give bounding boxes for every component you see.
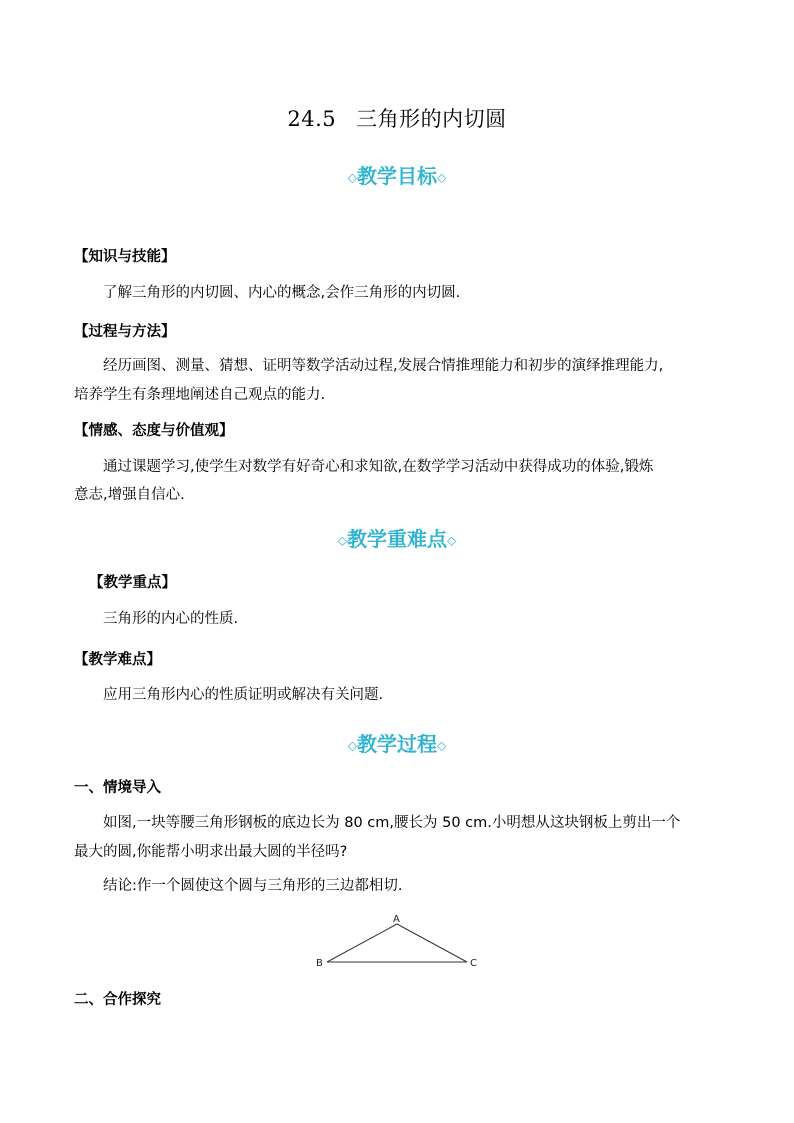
heading-emotion: 【情感、态度与价值观】 [74,423,234,439]
triangle-abc [327,924,467,962]
section-heading-keypoints [0,523,794,552]
heading-difficulty: 【教学难点】 [74,652,161,668]
page-title [0,103,794,133]
diamond-icon: ◇ [447,533,457,548]
diamond-icon: ◇ [437,738,447,753]
triangle-figure [310,908,485,973]
title-number: 24.5 [287,107,337,131]
vertex-label-b: B [316,958,323,969]
section-heading-goals [0,160,794,189]
heading-scenario: 一、情境导入 [74,780,161,796]
paragraph-difficulty: 应用三角形内心的性质证明或解决有关问题. [103,687,384,703]
section-goals-label: 教学目标 [357,164,437,188]
heading-cooperation: 二、合作探究 [74,992,161,1008]
paragraph-process-method-line2: 培养学生有条理地阐述自己观点的能力. [74,387,326,403]
paragraph-scenario-line1: 如图,一块等腰三角形钢板的底边长为 80 cm,腰长为 50 cm.小明想从这块钢板上剪出一个 [103,815,681,831]
section-keypoints-label: 教学重难点 [347,527,447,551]
paragraph-process-method-line1: 经历画图、测量、猜想、证明等数学活动过程,发展合情推理能力和初步的演绎推理能力, [103,358,664,374]
section-heading-process [0,728,794,757]
heading-key-point: 【教学重点】 [89,575,176,591]
section-process-label: 教学过程 [357,732,437,756]
paragraph-emotion-line2: 意志,增强自信心. [74,487,185,503]
heading-knowledge: 【知识与技能】 [74,249,176,265]
title-text: 三角形的内切圆 [356,107,507,131]
vertex-label-c: C [470,958,477,969]
paragraph-knowledge: 了解三角形的内切圆、内心的概念,会作三角形的内切圆. [103,285,461,301]
paragraph-emotion-line1: 通过课题学习,使学生对数学有好奇心和求知欲,在数学学习活动中获得成功的体验,锻炼 [103,459,654,475]
diamond-icon: ◇ [347,738,357,753]
diamond-icon: ◇ [337,533,347,548]
vertex-label-a: A [393,914,400,925]
paragraph-conclusion: 结论:作一个圆使这个圆与三角形的三边都相切. [103,878,403,894]
paragraph-key-point: 三角形的内心的性质. [103,611,239,627]
paragraph-scenario-line2: 最大的圆,你能帮小明求出最大圆的半径吗? [74,844,348,860]
diamond-icon: ◇ [437,170,447,185]
diamond-icon: ◇ [347,170,357,185]
heading-process-method: 【过程与方法】 [74,324,176,340]
